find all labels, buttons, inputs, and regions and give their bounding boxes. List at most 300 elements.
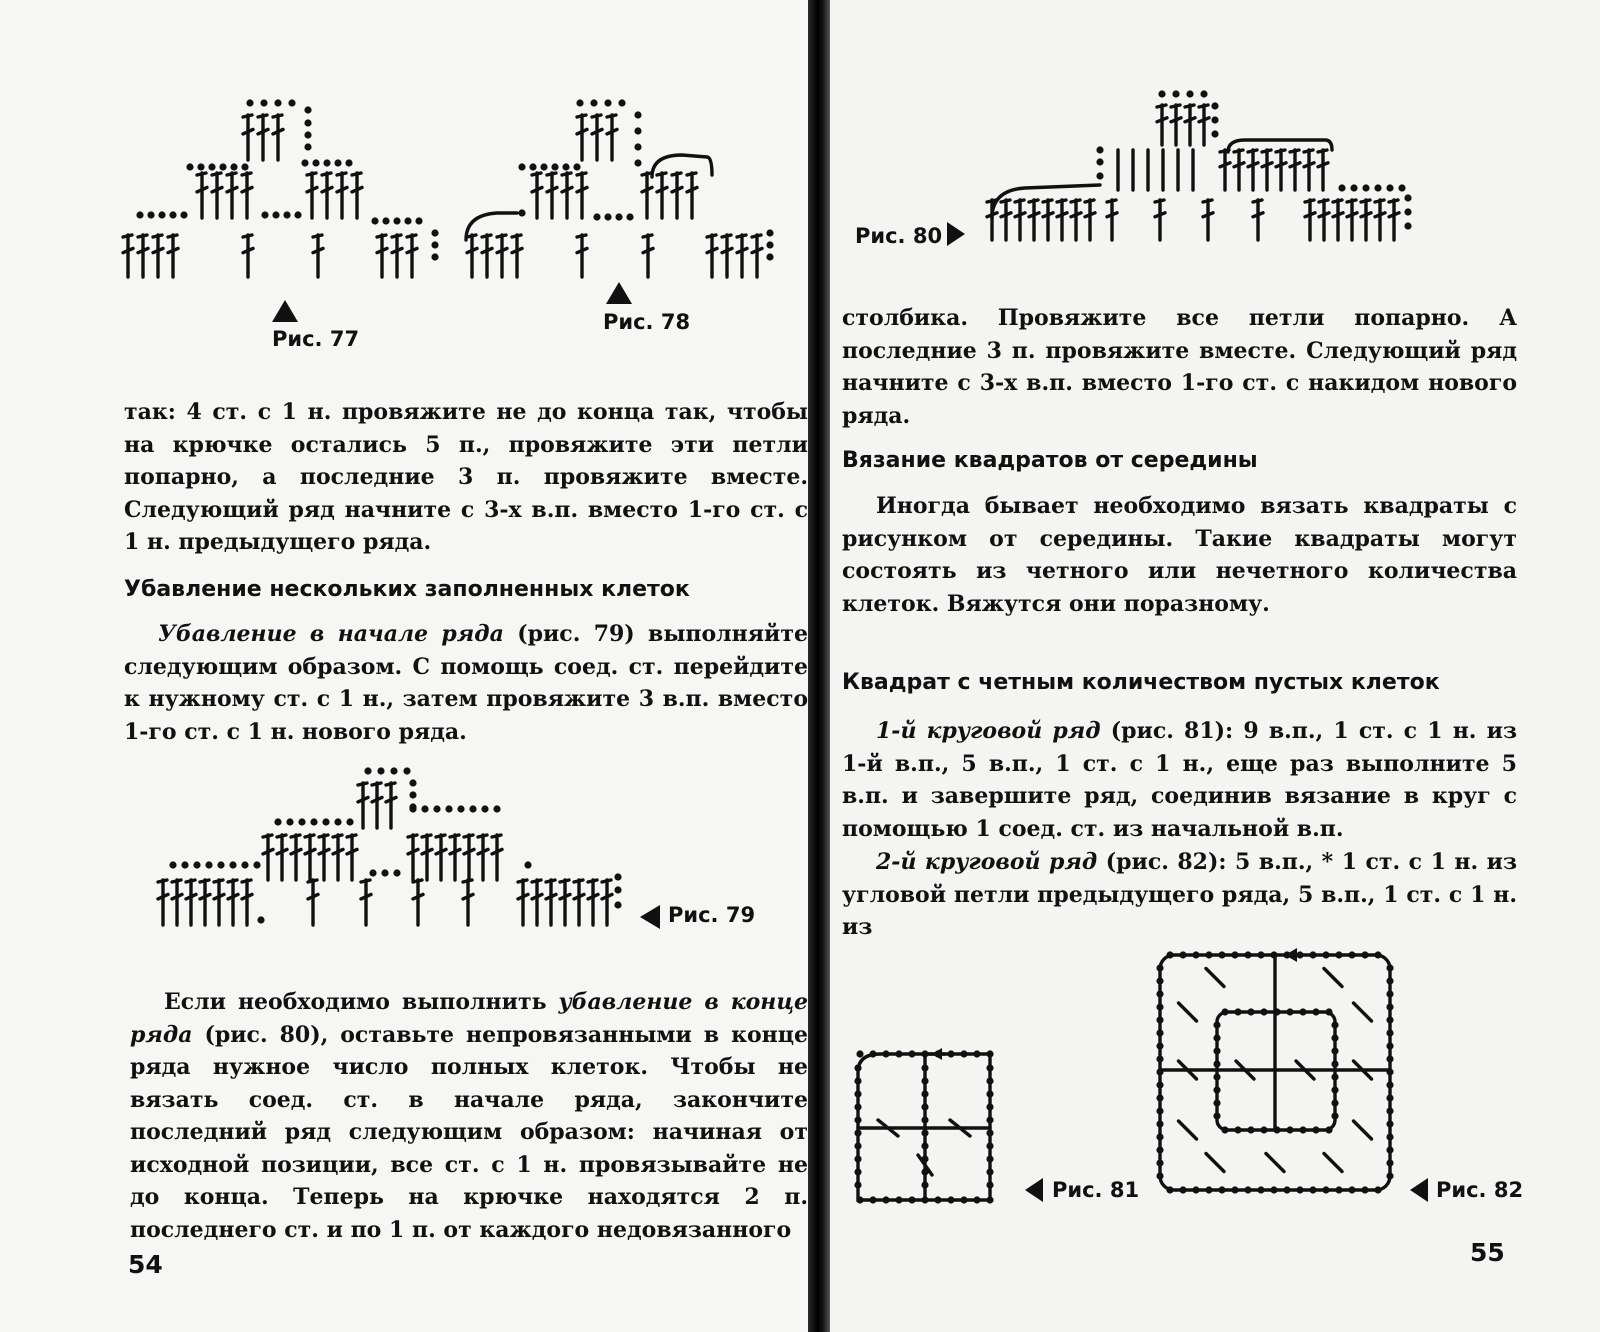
dc-stitch-top [291,835,300,837]
dc-stitch-slash [463,894,473,899]
chain-stitch-dot [960,1050,967,1057]
chain-stitch-dot [854,1129,861,1136]
dc-stitch-slash [1318,163,1328,167]
chain-stitch-dot [493,805,500,812]
chain-stitch-dot [230,163,237,170]
chain-stitch-dot [431,229,438,236]
chain-stitch-dot [921,1181,928,1188]
right-paragraph-1-text: столбика. Провяжите все петли попарно. А последние 3 п. провяжите вместе. Следующий ряд начните с 3-х в.п. вместо 1-го ст. с накидом нового ряда. [842,305,1517,429]
dc-stitch-slash [277,849,287,854]
dc-stitch-slash [643,248,653,252]
figure-82-diagram [1155,950,1405,1210]
chain-stitch-dot [1361,951,1368,958]
chain-stitch-dot [1386,964,1393,971]
dc-stitch-top [1318,150,1327,152]
left-paragraph-2 [124,618,808,748]
dc-stitch-top [577,173,586,175]
dc-stitch-slash [1220,163,1230,167]
left-paragraph-1 [124,396,808,559]
chain-stitch-dot [445,805,452,812]
chain-stitch-dot [1312,1126,1319,1133]
chain-stitch-dot [986,1168,993,1175]
chain-stitch-dot [1331,1099,1338,1106]
chain-stitch-dot [1296,1186,1303,1193]
dc-stitch-slash [138,248,148,252]
dc-stitch-top [214,880,223,882]
dc-stitch-top [987,200,996,202]
dc-stitch-top [168,235,177,237]
chain-stitch-dot [540,163,547,170]
dc-stitch-slash [228,894,238,899]
chain-stitch-dot [1374,1186,1381,1193]
dc-stitch-slash [512,248,522,252]
dc-stitch-slash [1305,213,1315,217]
chain-stitch-dot [1335,951,1342,958]
chain-stitch-dot [1283,1186,1290,1193]
figure-77-caption: Рис. 77 [272,327,360,351]
figure-81-marker-icon [1025,1178,1043,1202]
chain-stitch-dot [323,159,330,166]
chain-stitch-dot [301,159,308,166]
chain-stitch-dot [403,767,410,774]
chain-stitch-dot [529,163,536,170]
chain-stitch-dot [1231,1186,1238,1193]
chain-stitch-dot [1286,1126,1293,1133]
dc-stitch-top [450,835,459,837]
chain-stitch-dot [1244,1186,1251,1193]
chain-stitch-dot [986,1129,993,1136]
chain-stitch-dot [1205,1186,1212,1193]
chain-stitch-dot [1299,1008,1306,1015]
chain-stitch-dot [614,901,621,908]
chain-stitch-dot [854,1103,861,1110]
dc-stitch-slash [1043,213,1053,217]
chain-stitch-dot [208,163,215,170]
dc-stitch-slash [1057,213,1067,217]
dc-stitch-slash [722,248,732,252]
right-paragraph-4-emphasis: 2-й круговой ряд [876,849,1098,875]
chain-stitch-dot [169,861,176,868]
dc-stitch-top [361,880,370,882]
dc-stitch-slash [123,248,133,252]
chain-stitch-dot [854,1142,861,1149]
chain-stitch-dot [393,869,400,876]
chain-stitch-dot [1325,1008,1332,1015]
chain-stitch-dot [895,1196,902,1203]
book-spine [808,0,832,1332]
dc-stitch-top [1333,200,1342,202]
dc-stitch-slash [1155,213,1165,217]
dc-stitch-top [1199,105,1208,107]
chain-stitch-dot [921,1142,928,1149]
chain-stitch-dot [229,861,236,868]
dc-stitch-slash [422,849,432,854]
chain-stitch-dot [369,869,376,876]
chain-stitch-dot [921,1103,928,1110]
chain-stitch-dot [524,861,531,868]
chain-stitch-dot [1247,1126,1254,1133]
chain-stitch-dot [1386,1172,1393,1179]
chain-stitch-dot [1156,977,1163,984]
dc-stitch-top [607,115,616,117]
chain-stitch-dot [186,163,193,170]
dc-stitch-top [512,235,521,237]
chain-stitch-dot [481,805,488,812]
chain-stitch-dot [334,818,341,825]
dc-stitch-top [436,835,445,837]
chain-stitch-dot [921,1077,928,1084]
right-page-number: 55 [1470,1238,1505,1267]
dc-stitch-slash [482,248,492,252]
left-paragraph-1-text: так: 4 ст. с 1 н. провяжите не до конца так, чтобы на крючке остались 5 п., провяжите эти петли попарно, а последние 3 п. провяжите вместе. Следующий ряд начните с 3-х в.п. вместо 1-го ст. с 1 н. предыдущего ряда. [124,399,808,555]
dc-stitch-top [407,235,416,237]
chain-stitch-dot [286,818,293,825]
dc-stitch-top [313,235,322,237]
dc-stitch-slash [987,213,997,217]
dc-stitch-slash [242,894,252,899]
dc-stitch-slash [1029,213,1039,217]
chain-stitch-dot [219,163,226,170]
dc-stitch-top [408,835,417,837]
dc-stitch-top [532,880,541,882]
chain-stitch-dot [193,861,200,868]
dc-stitch-top [1155,200,1164,202]
dc-stitch-slash [197,187,207,192]
chain-stitch-dot [197,163,204,170]
chain-stitch-dot [908,1196,915,1203]
chain-stitch-dot [1362,184,1369,191]
dc-stitch-cross [1324,969,1342,987]
chain-stitch-dot [1325,1126,1332,1133]
chain-stitch-dot [1331,1060,1338,1067]
chain-stitch-dot [1386,1016,1393,1023]
dc-stitch-slash [372,797,382,802]
dc-stitch-slash [322,187,332,192]
chain-stitch-dot [371,217,378,224]
dc-stitch-top [1085,200,1094,202]
dc-stitch-top [347,835,356,837]
chain-stitch-dot [854,1155,861,1162]
dc-stitch-slash [1262,163,1272,167]
figure-81-caption: Рис. 81 [1052,1178,1140,1202]
chain-stitch-dot [1156,1120,1163,1127]
dc-stitch-top [532,173,541,175]
chain-stitch-dot [298,818,305,825]
dc-stitch-top [467,235,476,237]
dc-stitch-top [560,880,569,882]
chain-stitch-dot [1386,184,1393,191]
dc-stitch-top [1001,200,1010,202]
chain-stitch-dot [1186,90,1193,97]
dc-stitch-slash [313,248,323,252]
chain-stitch-dot [634,127,641,134]
chain-stitch-dot [1374,951,1381,958]
dc-stitch-slash [642,187,652,192]
dc-stitch-top [200,880,209,882]
chain-stitch-dot [626,213,633,220]
chain-stitch-dot [947,1050,954,1057]
dc-stitch-slash [577,129,587,134]
dc-stitch-top [158,880,167,882]
dc-stitch-slash [1347,213,1357,217]
chain-stitch-dot [1244,951,1251,958]
chain-stitch-dot [469,805,476,812]
dc-stitch-slash [361,894,371,899]
right-paragraph-4 [842,846,1517,944]
dc-stitch-slash [1361,213,1371,217]
dc-stitch-top [172,880,181,882]
chain-stitch-dot [854,1116,861,1123]
chain-stitch-dot [947,1196,954,1203]
chain-stitch-dot [1156,1146,1163,1153]
chain-stitch-dot [854,1168,861,1175]
chain-stitch-dot [304,143,311,150]
chain-stitch-dot [986,1142,993,1149]
dc-stitch-slash [577,187,587,192]
chain-stitch-dot [1386,1029,1393,1036]
left-paragraph-3-emphasis: убавление в конце ряда [130,989,808,1048]
chain-stitch-dot [1296,951,1303,958]
chain-stitch-dot [960,1196,967,1203]
chain-stitch-dot [1166,951,1173,958]
chain-stitch-dot [1156,1042,1163,1049]
dc-stitch-slash [1375,213,1385,217]
chain-stitch-dot [573,163,580,170]
chain-stitch-dot [431,241,438,248]
chain-stitch-dot [593,213,600,220]
dc-stitch-top [186,880,195,882]
chain-stitch-dot [1286,1008,1293,1015]
figure-78-marker-icon [606,282,632,304]
chain-stitch-dot [1211,102,1218,109]
left-paragraph-2-emphasis: Убавление в начале ряда [158,621,504,647]
dc-stitch-top [422,835,431,837]
dc-stitch-top [1319,200,1328,202]
dc-stitch-slash [1304,163,1314,167]
chain-stitch-dot [283,211,290,218]
chain-stitch-dot [1299,1126,1306,1133]
dc-stitch-slash [547,187,557,192]
chain-stitch-dot [241,163,248,170]
chain-stitch-dot [1172,90,1179,97]
fig82-stitches [1156,948,1393,1194]
dc-stitch-slash [518,894,528,899]
dc-stitch-top [1253,200,1262,202]
chain-stitch-dot [921,1064,928,1071]
chain-stitch-dot [856,1196,863,1203]
dc-stitch-slash [546,894,556,899]
chain-stitch-dot [241,861,248,868]
dc-stitch-slash [752,248,762,252]
chain-stitch-dot [1156,1055,1163,1062]
dc-stitch-slash [337,187,347,192]
dc-stitch-slash [1071,213,1081,217]
chain-stitch-dot [986,1064,993,1071]
dc-stitch-slash [577,248,587,252]
chain-stitch-dot [246,99,253,106]
dc-stitch-slash [574,894,584,899]
chain-stitch-dot [1156,1094,1163,1101]
chain-stitch-dot [614,886,621,893]
direction-arrow-icon [1285,948,1297,962]
dc-stitch-top [562,173,571,175]
figure-78-caption: Рис. 78 [603,310,691,334]
chain-stitch-dot [158,211,165,218]
dc-stitch-slash [492,849,502,854]
chain-stitch-dot [1257,951,1264,958]
chain-stitch-dot [634,111,641,118]
chain-stitch-dot [180,211,187,218]
dc-stitch-top [333,835,342,837]
dc-stitch-slash [467,248,477,252]
chain-stitch-dot [1096,172,1103,179]
chain-stitch-dot [377,767,384,774]
chain-stitch-dot [1404,222,1411,229]
chain-stitch-dot [1096,158,1103,165]
chain-stitch-dot [986,1196,993,1203]
chain-stitch-dot [393,217,400,224]
chain-stitch-dot [618,99,625,106]
chain-stitch-dot [381,869,388,876]
chain-stitch-dot [1218,1186,1225,1193]
dc-stitch-top [243,235,252,237]
dc-stitch-slash [243,248,253,252]
right-heading-even-square: Квадрат с четным количеством пустых клеток [842,670,1440,695]
chain-stitch-dot [1386,990,1393,997]
chain-stitch-dot [457,805,464,812]
dc-stitch-top [592,115,601,117]
dc-stitch-slash [172,894,182,899]
chain-stitch-dot [312,159,319,166]
chain-stitch-dot [1361,1186,1368,1193]
dc-stitch-top [263,835,272,837]
dc-stitch-top [1304,150,1313,152]
chain-stitch-dot [576,99,583,106]
dc-stitch-top [305,835,314,837]
chain-stitch-dot [1335,1186,1342,1193]
chain-stitch-dot [869,1050,876,1057]
chain-stitch-dot [409,803,416,810]
chain-stitch-dot [1179,1186,1186,1193]
dc-stitch-top [153,235,162,237]
dc-stitch-slash [532,187,542,192]
chain-stitch-dot [364,767,371,774]
dc-stitch-top [1203,200,1212,202]
chain-stitch-dot [288,99,295,106]
chain-stitch-dot [382,217,389,224]
dc-stitch-slash [1276,163,1286,167]
chain-stitch-dot [986,1103,993,1110]
fig78-stitches [466,99,774,277]
dc-stitch-slash [392,248,402,252]
dc-stitch-top [657,173,666,175]
chain-stitch-dot [869,1196,876,1203]
chain-stitch-dot [1386,1094,1393,1101]
dc-stitch-top [577,235,586,237]
chain-stitch-dot [1205,951,1212,958]
chain-stitch-dot [1386,1003,1393,1010]
chain-stitch-dot [986,1077,993,1084]
dc-stitch-cross [1206,1154,1224,1172]
chain-stitch-dot [854,1090,861,1097]
dc-stitch-top [358,783,367,785]
figure-79-caption: Рис. 79 [668,903,756,927]
chain-stitch-dot [1213,1073,1220,1080]
chain-stitch-dot [1270,1186,1277,1193]
chain-stitch-dot [1309,951,1316,958]
dc-stitch-top [277,835,286,837]
chain-stitch-dot [1213,1021,1220,1028]
dc-stitch-top [392,235,401,237]
figure-78-diagram [462,95,792,295]
chain-stitch-dot [1221,1126,1228,1133]
left-paragraph-3-text-a: Если необходимо выполнить [164,989,559,1015]
dc-stitch-top [672,173,681,175]
figure-82-marker-icon [1410,1178,1428,1202]
dc-stitch-slash [186,894,196,899]
dc-stitch-top [687,173,696,175]
dc-stitch-slash [657,187,667,192]
dc-stitch-slash [497,248,507,252]
dc-stitch-cross [1179,1003,1197,1021]
dc-stitch-slash [333,849,343,854]
chain-stitch-dot [421,805,428,812]
dc-stitch-slash [242,187,252,192]
dc-stitch-slash [1107,213,1117,217]
chain-stitch-dot [1386,1120,1393,1127]
dc-stitch-top [337,173,346,175]
chain-stitch-dot [409,791,416,798]
dc-stitch-slash [607,129,617,134]
dc-stitch-top [492,835,501,837]
chain-stitch-dot [304,119,311,126]
dc-stitch-top [643,235,652,237]
right-heading-squares-from-center: Вязание квадратов от середины [842,448,1258,473]
dc-stitch-slash [464,849,474,854]
dc-stitch-slash [305,849,315,854]
chain-stitch-dot [1192,951,1199,958]
dc-stitch-top [228,880,237,882]
chain-stitch-dot [272,211,279,218]
chain-stitch-dot [1386,1055,1393,1062]
chain-stitch-dot [634,143,641,150]
chain-stitch-dot [1234,1126,1241,1133]
dc-stitch-slash [1333,213,1343,217]
chain-stitch-dot [518,209,525,216]
chain-stitch-dot [934,1196,941,1203]
dc-stitch-slash [158,894,168,899]
dc-stitch-top [1071,200,1080,202]
dc-stitch-slash [153,248,163,252]
chain-stitch-dot [294,211,301,218]
chain-stitch-dot [257,916,264,923]
chain-stitch-dot [1231,951,1238,958]
chain-stitch-dot [304,131,311,138]
chain-stitch-dot [895,1050,902,1057]
direction-arrow-icon [932,1048,942,1060]
dc-stitch-slash [408,849,418,854]
chain-stitch-dot [1234,1008,1241,1015]
figure-77-diagram [120,95,450,295]
chain-stitch-dot [169,211,176,218]
chain-stitch-dot [404,217,411,224]
chain-stitch-dot [304,106,311,113]
chain-stitch-dot [1331,1034,1338,1041]
right-paragraph-3 [842,715,1517,845]
chain-stitch-dot [1312,1008,1319,1015]
dc-stitch-top [602,880,611,882]
chain-stitch-dot [1260,1126,1267,1133]
